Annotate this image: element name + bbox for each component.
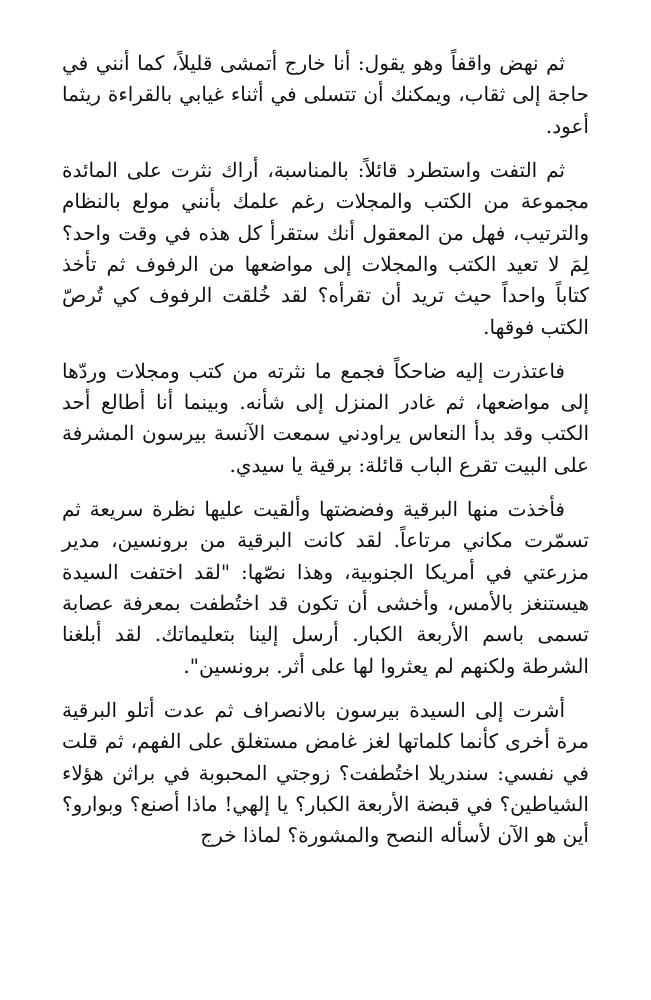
paragraph-1: ثم نهض واقفاً وهو يقول: أنا خارج أتمشى قليلاً، كما أنني في حاجة إلى ثقاب، ويمكنك أن تتسلى في أثناء غيابي بالقراءة ريثما أعود. [62,51,590,138]
paragraph-3: فاعتذرت إليه ضاحكاً فجمع ما نثرته من كتب ومجلات وردّها إلى مواضعها، ثم غادر المنزل إلى شأنه. وبينما أنا أطالع أحد الكتب وقد بدأ النعاس يراودني سمعت الآنسة بيرسون المشرفة على البيت تقرع الباب قائلة: برقية يا سيدي. [62,358,589,477]
book-page [62,48,589,864]
paragraph-5: أشرت إلى السيدة بيرسون بالانصراف ثم عدت أتلو البرقية مرة أخرى كأنما كلماتها لغز غامض مستغلق على الفهم، ثم قلت في نفسي: سندريلا اختُطفت؟ زوجتي المحبوبة في براثن هؤلاء الشياطين؟ في قبضة الأربعة الكبار؟ يا إلهي! ماذا أصنع؟ وبوارو؟ أين هو الآن لأسأله النصح والمشورة؟ لماذا خرج [62,697,589,848]
paragraph-4: فأخذت منها البرقية وفضضتها وألقيت عليها نظرة سريعة ثم تسمّرت مكاني مرتاعاً. لقد كانت البرقية من برونسين، مدير مزرعتي في أمريكا الجنوبية، وهذا نصّها: "لقد اختفت السيدة هيستنغز بالأمس، وأخشى أن تكون قد اختُطفت بمعرفة عصابة تسمى باسم الأربعة الكبار. أرسل إلينا بتعليماتك. لقد أبلغنا الشرطة ولكنهم لم يعثروا لها على أثر. برونسين". [62,496,589,678]
paragraph-2: ثم التفت واستطرد قائلاً: بالمناسبة، أراك نثرت على المائدة مجموعة من الكتب والمجلات رغم علمك بأنني مولع بالنظام والترتيب، فهل من المعقول أنك ستقرأ كل هذه في وقت واحد؟ لِمَ لا تعيد الكتب والمجلات إلى مواضعها من الرفوف ثم تأخذ كتاباً واحداً حيث تريد أن تقرأه؟ لقد خُلقت الرفوف كي تُرصّ الكتب فوقها. [62,157,589,339]
